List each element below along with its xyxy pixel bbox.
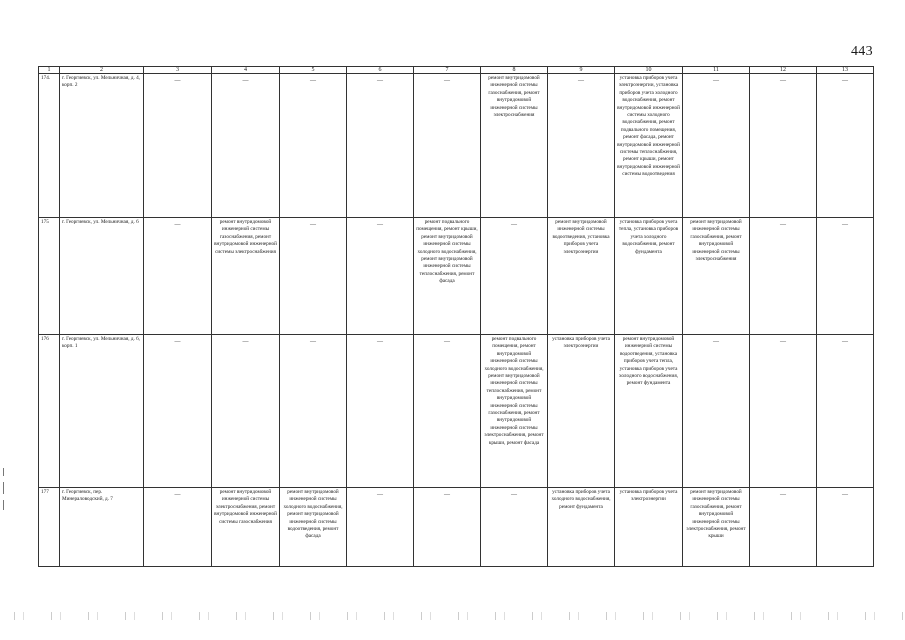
empty-dash: — [377,78,383,84]
empty-dash: — [842,78,848,84]
empty-dash: — [780,339,786,345]
repair-schedule-table [38,66,874,567]
column-header: 6 [347,67,414,74]
column-header: 1 [39,67,60,74]
empty-dash: — [174,492,181,498]
works-cell: ремонт внутридомовой инженерной системы водоотведения, установка приборов учета тепла, установка приборов учета холодного водоснабжения, ремонт фундамента [615,335,683,488]
empty-dash: — [842,339,848,345]
empty-dash: — [310,339,316,345]
column-header: 7 [414,67,481,74]
works-cell: установка приборов учета электроэнергии [615,488,683,567]
empty-dash: — [242,78,249,84]
table-row [39,488,874,567]
column-header: 4 [212,67,280,74]
empty-dash: — [377,339,383,345]
empty-dash: — [444,339,450,345]
works-cell: ремонт подвального помещения, ремонт крыши, ремонт внутридомовой инженерной системы холодного водоснабжения, ремонт внутридомовой инженерной системы теплоснабжения, ремонт фасада [414,218,481,335]
empty-dash: — [377,492,383,498]
row-number: 175 [39,218,60,335]
empty-dash: — [842,492,848,498]
empty-dash: — [780,78,786,84]
address-cell: г. Георгиевск, ул. Мельничная, д. 6 [60,218,144,335]
works-cell: установка приборов учета холодного водоснабжения, ремонт фундамента [548,488,615,567]
column-number-row [39,67,874,74]
works-cell: ремонт внутридомовой инженерной системы газоснабжения, ремонт внутридомовой инженерной системы электроснабжения, ремонт крыши [683,488,750,567]
column-header: 9 [548,67,615,74]
row-number: 176 [39,335,60,488]
column-header: 11 [683,67,750,74]
empty-dash: — [174,339,181,345]
column-header: 2 [60,67,144,74]
scan-edge-mark [3,468,4,476]
works-cell: ремонт внутридомовой инженерной системы газоснабжения, ремонт внутридомовой инженерной системы электроснабжения [481,74,548,218]
empty-dash: — [713,339,719,345]
column-header: 5 [280,67,347,74]
column-header: 8 [481,67,548,74]
works-cell: ремонт внутридомовой инженерной системы газоснабжения, ремонт внутридомовой инженерной системы электроснабжения [683,218,750,335]
address-cell: г. Георгиевск, пер. Минераловодский, д. 7 [60,488,144,567]
empty-dash: — [174,222,181,228]
works-cell: ремонт подвального помещения, ремонт внутридомовой инженерной системы холодного водоснабжения, ремонт внутридомовой инженерной системы теплоснабжения, ремонт внутридомовой инженерной системы газоснабжения, ремонт внутридомовой инженерной системы электроснабжения, ремонт крыши, ремонт фасада [481,335,548,488]
row-number: 174. [39,74,60,218]
table-row [39,218,874,335]
scan-noise-strip [0,612,905,620]
empty-dash: — [444,78,450,84]
works-cell: ремонт внутридомовой инженерной системы водоотведения, установка приборов учета электроэнергии [548,218,615,335]
table-row [39,335,874,488]
empty-dash: — [780,222,786,228]
empty-dash: — [377,222,383,228]
works-cell: ремонт внутридомовой инженерной системы газоснабжения, ремонт внутридомовой инженерной системы электроснабжения [212,218,280,335]
empty-dash: — [444,492,450,498]
empty-dash: — [310,78,316,84]
empty-dash: — [511,222,517,228]
address-cell: г. Георгиевск, ул. Мельничная, д. 4, корп. 2 [60,74,144,218]
works-cell: установка приборов учета электроэнергии, установка приборов учета холодного водоснабжения, ремонт внутридомовой инженерной системы холодного водоснабжения, ремонт подвального помещения, ремонт фасада, ремонт внутридомовой инженерной системы теплоснабжения, ремонт крыши, ремонт внутридомовой инженерной системы водоотведения [615,74,683,218]
works-cell: ремонт внутридомовой инженерной системы электроснабжения, ремонт внутридомовой инженерной системы газоснабжения [212,488,280,567]
works-cell: ремонт внутридомовой инженерной системы холодного водоснабжения, ремонт внутридомовой инженерной системы водоотведения, ремонт фасада [280,488,347,567]
works-cell: установка приборов учета электроэнергии [548,335,615,488]
empty-dash: — [842,222,848,228]
column-header: 12 [750,67,817,74]
empty-dash: — [578,78,584,84]
empty-dash: — [511,492,517,498]
table-row [39,74,874,218]
address-cell: г. Георгиевск, ул. Мельничная, д. 6, корп. 1 [60,335,144,488]
page-number: 443 [851,44,873,59]
works-cell: установка приборов учета тепла, установка приборов учета холодного водоснабжения, ремонт фундамента [615,218,683,335]
row-number: 177 [39,488,60,567]
empty-dash: — [713,78,719,84]
empty-dash: — [242,339,249,345]
empty-dash: — [174,78,181,84]
scan-edge-mark [3,500,4,510]
column-header: 10 [615,67,683,74]
scan-edge-mark [3,482,4,494]
empty-dash: — [310,222,316,228]
empty-dash: — [780,492,786,498]
column-header: 3 [144,67,212,74]
column-header: 13 [817,67,874,74]
